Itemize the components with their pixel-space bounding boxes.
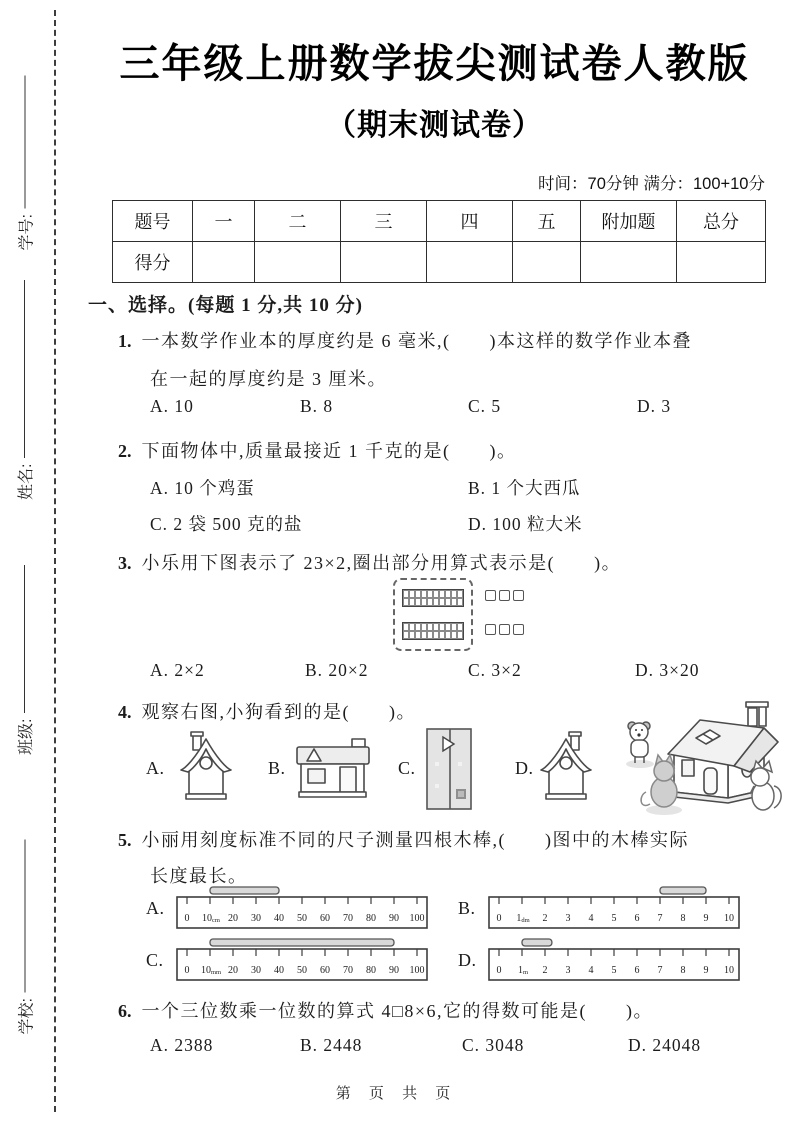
q4-option-c-label: C. — [398, 758, 416, 778]
unit-cube — [513, 590, 524, 601]
page-subtitle: （期末测试卷） — [326, 109, 543, 142]
rod-cell — [457, 598, 463, 606]
svg-text:100: 100 — [409, 913, 425, 924]
q3-option-a: A. 2×2 — [150, 660, 205, 680]
q2-option-c: C. 2 袋 500 克的盐 — [150, 514, 303, 534]
svg-text:8: 8 — [680, 965, 686, 976]
dog-shadow — [626, 760, 654, 768]
q3-loose-cubes — [485, 578, 524, 651]
score-row-label: 得分 — [113, 242, 193, 283]
question-4-line1 — [118, 698, 416, 724]
question-1-number: 1. — [118, 331, 132, 351]
score-table-header-row — [113, 201, 766, 242]
q5-ruler-b-label: B. — [458, 898, 476, 918]
svg-text:90: 90 — [389, 913, 399, 924]
q1-option-d: D. 3 — [637, 396, 672, 416]
svg-text:40: 40 — [274, 965, 284, 976]
page-title: 三年级上册数学拔尖测试卷人教版 — [119, 42, 750, 86]
school-label: 学校: — [18, 998, 35, 1035]
svg-text:90: 90 — [389, 965, 399, 976]
q6-option-d: D. 24048 — [628, 1035, 702, 1055]
score-table-corner: 题号 — [113, 201, 193, 242]
question-6-line1 — [118, 997, 653, 1023]
svg-text:5: 5 — [611, 913, 617, 924]
ten-rod — [402, 622, 464, 640]
svg-text:3: 3 — [565, 965, 571, 976]
rod-cell — [457, 590, 463, 598]
svg-text:0: 0 — [184, 965, 190, 976]
q5-ruler-a-label: A. — [146, 898, 165, 918]
score-cell — [513, 242, 581, 283]
house-side-view-b — [295, 736, 373, 802]
question-1-text: 一本数学作业本的厚度约是 6 毫米,( )本这样的数学作业本叠 — [141, 331, 692, 351]
score-cell — [341, 242, 427, 283]
house-front-view-d — [540, 727, 592, 807]
svg-text:70: 70 — [343, 913, 353, 924]
ruler-c-mm — [176, 936, 428, 986]
q1-option-a: A. 10 — [150, 396, 194, 416]
student-id-label: 学号: — [18, 214, 35, 251]
school-field — [10, 840, 40, 1035]
score-table-col: 五 — [513, 201, 581, 242]
svg-text:2: 2 — [542, 913, 548, 924]
score-cell — [193, 242, 255, 283]
svg-text:0: 0 — [184, 913, 190, 924]
time-score-info: 时间：70分钟 满分：100+10分 — [538, 175, 765, 193]
svg-text:1dm: 1dm — [516, 913, 530, 924]
question-6-text: 一个三位数乘一位数的算式 4□8×6,它的得数可能是( )。 — [141, 1001, 654, 1021]
unit-cube — [513, 624, 524, 635]
question-4-text: 观察右图,小狗看到的是( )。 — [141, 702, 416, 722]
svg-text:60: 60 — [320, 965, 330, 976]
svg-text:70: 70 — [343, 965, 353, 976]
svg-text:10cm: 10cm — [202, 913, 220, 924]
rod-cell — [457, 623, 463, 631]
unit-cube — [485, 624, 496, 635]
ruler-a-cm — [176, 884, 428, 934]
svg-text:9: 9 — [703, 965, 709, 976]
svg-text:100: 100 — [409, 965, 425, 976]
ten-rod — [402, 589, 464, 607]
question-5-line1 — [118, 826, 689, 852]
dog-icon — [628, 722, 650, 763]
svg-text:80: 80 — [366, 965, 376, 976]
question-2-text: 下面物体中,质量最接近 1 千克的是( )。 — [141, 441, 517, 461]
unit-cube — [499, 624, 510, 635]
svg-text:10: 10 — [724, 913, 734, 924]
student-id-blank — [24, 76, 25, 209]
q4-option-b-label: B. — [268, 758, 286, 778]
q6-option-a: A. 2388 — [150, 1035, 214, 1055]
score-cell — [255, 242, 341, 283]
svg-text:3: 3 — [565, 913, 571, 924]
svg-text:20: 20 — [228, 913, 238, 924]
house-front-view-a — [180, 727, 232, 807]
question-2-number: 2. — [118, 441, 132, 461]
svg-text:0: 0 — [496, 913, 502, 924]
rod-cell — [457, 631, 463, 639]
question-5-text: 小丽用刻度标准不同的尺子测量四根木棒,( )图中的木棒实际 — [141, 830, 689, 850]
svg-text:4: 4 — [588, 913, 594, 924]
svg-text:50: 50 — [297, 965, 307, 976]
score-table — [112, 200, 766, 283]
question-4-number: 4. — [118, 702, 132, 722]
q5-ruler-d-label: D. — [458, 950, 477, 970]
svg-text:6: 6 — [634, 913, 640, 924]
question-1-line1 — [118, 327, 692, 353]
class-field — [9, 565, 39, 755]
q2-option-d: D. 100 粒大米 — [468, 514, 583, 534]
page-footer: 第 页 共 页 — [335, 1085, 458, 1102]
unit-cube-row — [485, 590, 524, 601]
ruler-b-dm — [488, 884, 740, 934]
q3-figure — [393, 578, 524, 651]
score-cell — [427, 242, 513, 283]
score-table-col: 三 — [341, 201, 427, 242]
q2-option-b: B. 1 个大西瓜 — [468, 478, 581, 498]
svg-text:2: 2 — [542, 965, 548, 976]
svg-text:6: 6 — [634, 965, 640, 976]
unit-cube — [485, 590, 496, 601]
score-table-col: 二 — [255, 201, 341, 242]
svg-text:9: 9 — [703, 913, 709, 924]
section-one-heading: 一、选择。(每题 1 分,共 10 分) — [88, 295, 363, 316]
svg-text:80: 80 — [366, 913, 376, 924]
unit-cube-row — [485, 624, 524, 635]
q6-option-b: B. 2448 — [300, 1035, 363, 1055]
svg-text:7: 7 — [657, 965, 663, 976]
q3-option-d: D. 3×20 — [635, 660, 700, 680]
svg-text:0: 0 — [496, 965, 502, 976]
svg-text:4: 4 — [588, 965, 594, 976]
school-blank — [24, 840, 25, 993]
svg-text:30: 30 — [251, 965, 261, 976]
score-cell — [581, 242, 677, 283]
svg-text:10mm: 10mm — [200, 965, 222, 976]
question-5-number: 5. — [118, 830, 132, 850]
q5-ruler-c-label: C. — [146, 950, 164, 970]
score-table-col: 附加题 — [581, 201, 677, 242]
student-name-field — [9, 280, 39, 500]
score-table-col: 四 — [427, 201, 513, 242]
ruler-d-m — [488, 936, 740, 986]
question-3-line1 — [118, 549, 621, 575]
svg-text:50: 50 — [297, 913, 307, 924]
question-1-line2: 在一起的厚度约是 3 厘米。 — [150, 369, 387, 389]
q3-circled-group — [393, 578, 473, 651]
q4-option-a-label: A. — [146, 758, 165, 778]
q6-option-c: C. 3048 — [462, 1035, 525, 1055]
svg-text:40: 40 — [274, 913, 284, 924]
question-3-text: 小乐用下图表示了 23×2,圈出部分用算式表示是( )。 — [141, 553, 622, 573]
score-table-col: 一 — [193, 201, 255, 242]
svg-text:5: 5 — [611, 965, 617, 976]
q3-option-c: C. 3×2 — [468, 660, 522, 680]
question-6-number: 6. — [118, 1001, 132, 1021]
svg-text:7: 7 — [657, 913, 663, 924]
class-label: 班级: — [17, 718, 35, 755]
q1-option-b: B. 8 — [300, 396, 334, 416]
q2-option-a: A. 10 个鸡蛋 — [150, 478, 255, 498]
q4-option-d-label: D. — [515, 758, 534, 778]
class-blank — [24, 565, 25, 713]
svg-text:8: 8 — [680, 913, 686, 924]
score-table-col: 总分 — [677, 201, 766, 242]
svg-text:30: 30 — [251, 913, 261, 924]
score-cell — [677, 242, 766, 283]
q1-option-c: C. 5 — [468, 396, 502, 416]
house-back-view-c — [425, 726, 473, 812]
svg-text:1m: 1m — [517, 965, 529, 976]
svg-text:60: 60 — [320, 913, 330, 924]
question-3-number: 3. — [118, 553, 132, 573]
student-id-field — [10, 76, 40, 251]
student-name-blank — [24, 280, 25, 458]
question-5-line2: 长度最长。 — [150, 866, 248, 886]
question-2-line1 — [118, 437, 517, 463]
q3-option-b: B. 20×2 — [305, 660, 369, 680]
student-name-label: 姓名: — [17, 463, 35, 500]
q4-scene-house-with-animals — [612, 690, 790, 822]
score-table-score-row — [113, 242, 766, 283]
unit-cube — [499, 590, 510, 601]
svg-text:10: 10 — [724, 965, 734, 976]
dashed-cut-line — [54, 10, 56, 1112]
svg-text:20: 20 — [228, 965, 238, 976]
